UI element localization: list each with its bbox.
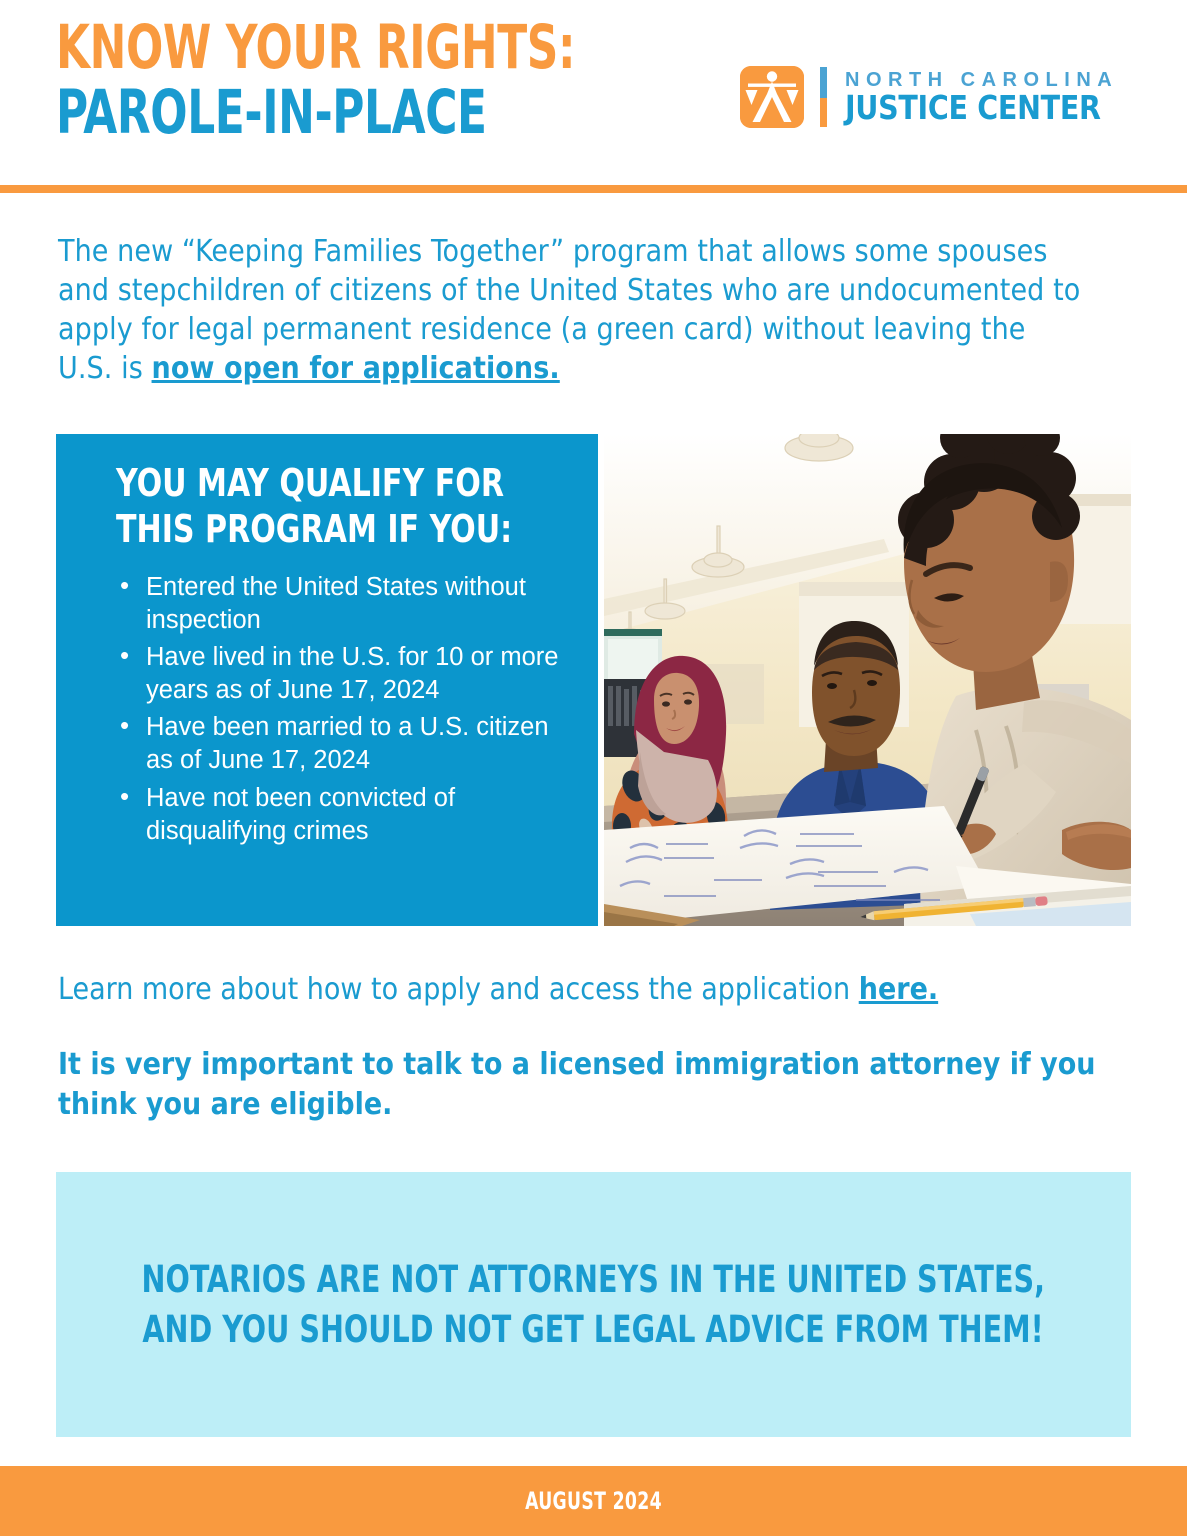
- important-note: It is very important to talk to a licensed immigration attorney if you think you are eligible.: [58, 1047, 1096, 1122]
- list-item: • Have lived in the U.S. for 10 or more years as of June 17, 2024: [118, 641, 568, 707]
- title-line-parole-in-place: PAROLE-IN-PLACE: [56, 77, 487, 149]
- list-item: • Have not been convicted of disqualifying crimes: [118, 782, 568, 848]
- learn-more-text: Learn more about how to apply and access the application: [58, 972, 859, 1007]
- logo-divider-bar: [820, 67, 827, 127]
- intro-emphasis-open-for-applications: now open for applications.: [151, 351, 560, 386]
- intro-text: The new “Keeping Families Together” program that allows some spouses and stepchildren of citizens of the United States who are undocumented to apply for legal permanent residence (a green card) without leaving the U.S. is: [58, 234, 1081, 386]
- logo-wordmark: [845, 69, 1118, 126]
- qualify-bullet-list: [118, 571, 568, 848]
- page-header: [0, 0, 1187, 186]
- header-divider-rule: [0, 185, 1187, 193]
- page-title: [56, 12, 705, 149]
- title-line-know-your-rights: KNOW YOUR RIGHTS:: [56, 12, 576, 83]
- nc-justice-center-logo: [740, 66, 1118, 128]
- notarios-warning-callout: [56, 1172, 1131, 1437]
- learn-more-paragraph: [58, 970, 1118, 1009]
- page-footer: [0, 1466, 1187, 1536]
- callout-line-1: NOTARIOS ARE NOT ATTORNEYS IN THE UNITED STATES,: [141, 1257, 1046, 1301]
- callout-line-2: AND YOU SHOULD NOT GET LEGAL ADVICE FROM THEM!: [142, 1307, 1045, 1351]
- qualify-heading-line-1: YOU MAY QUALIFY FOR: [116, 461, 505, 505]
- scales-of-justice-figure-icon: [740, 66, 804, 128]
- list-item: • Entered the United States without inspection: [118, 571, 568, 637]
- here-link[interactable]: here.: [858, 972, 939, 1007]
- intro-paragraph: [58, 232, 1088, 388]
- logo-line-north-carolina: NORTH CAROLINA: [845, 68, 1119, 91]
- photo-people-at-table: [604, 434, 1131, 926]
- qualify-panel-heading: [116, 460, 540, 553]
- qualify-panel: [56, 434, 598, 926]
- list-item: • Have been married to a U.S. citizen as of June 17, 2024: [118, 711, 568, 777]
- qualify-heading-line-2: THIS PROGRAM IF YOU:: [116, 507, 513, 552]
- footer-date: AUGUST 2024: [525, 1487, 662, 1515]
- logo-line-justice-center: JUSTICE CENTER: [845, 87, 1101, 127]
